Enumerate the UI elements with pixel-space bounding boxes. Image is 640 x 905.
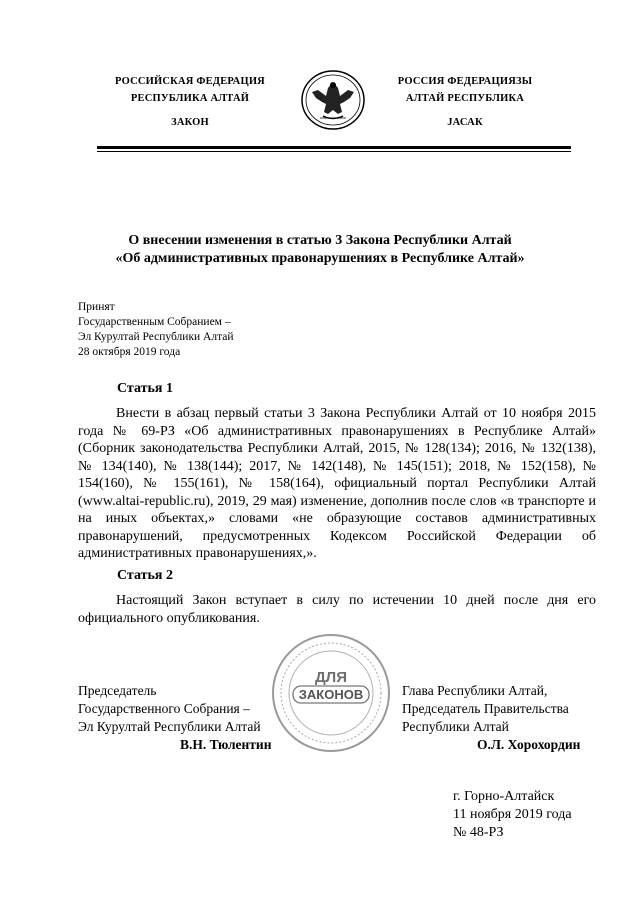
article2-heading: Статья 2: [117, 568, 173, 583]
article2-text: Настоящий Закон вступает в силу по истечении 10 дней после дня его официального опубликования.: [78, 593, 596, 626]
law-number: № 48-РЗ: [453, 825, 504, 840]
header-rule-thin: [97, 151, 571, 152]
header-right-doc-type: JАСАК: [447, 117, 483, 128]
adoption-line3: Эл Курултай Республики Алтай: [78, 331, 234, 343]
signer-left-line1: Председатель: [78, 683, 157, 698]
header-right-country: РОССИЯ ФЕДЕРАЦИЯЗЫ: [397, 76, 533, 87]
signer-right-name: О.Л. Хорохордин: [477, 737, 581, 752]
article1-heading: Статья 1: [117, 381, 173, 396]
signer-right-line3: Республики Алтай: [402, 719, 509, 734]
stamp-seal: [268, 630, 394, 756]
signer-left-line3: Эл Курултай Республики Алтай: [78, 719, 261, 734]
adoption-line2: Государственным Собранием –: [78, 316, 231, 328]
signer-right-line1: Глава Республики Алтай,: [402, 683, 548, 698]
stamp-text-line2: ЗАКОНОВ: [298, 687, 364, 702]
coat-of-arms-icon: [298, 68, 368, 132]
law-title-line2: «Об административных правонарушениях в Республике Алтай»: [115, 251, 525, 266]
sign-date: 11 ноября 2019 года: [453, 807, 572, 822]
header-left-country: РОССИЙСКАЯ ФЕДЕРАЦИЯ: [115, 76, 265, 87]
header-left-doc-type: ЗАКОН: [171, 117, 209, 128]
header-right-republic: АЛТАЙ РЕСПУБЛИКА: [405, 93, 525, 104]
article1-text: Внести в абзац первый статьи 3 Закона Республики Алтай от 10 ноября 2015 года № 69-РЗ «Об административных правонарушениях в Республике Алтай» (Сборник законодательства Республики Алтай, 2015, № 128(134); 2016, № 132(138), № 134(140), № 138(144); 2017, № 142(148), № 145(151); 2018, № 152(158), № 154(160), № 155(161), № 158(164), официальный портал Республики Алтай (www.altai-republic.ru), 2019, 29 мая) изменение, дополнив после слов «в транспорте и на иных объектах,» словами «не образующие составов административных правонарушений, предусмотренных Кодексом Российской Федерации об административных правонарушениях,».: [78, 406, 596, 561]
stamp-text-line1: ДЛЯ: [315, 669, 347, 686]
signer-left-line2: Государственного Собрания –: [78, 701, 250, 716]
adoption-date: 28 октября 2019 года: [78, 346, 181, 358]
adoption-line1: Принят: [78, 301, 115, 313]
law-title-line1: О внесении изменения в статью 3 Закона Республики Алтай: [128, 233, 512, 248]
signer-left-name: В.Н. Тюлентин: [180, 737, 272, 752]
header-left-republic: РЕСПУБЛИКА АЛТАЙ: [130, 93, 250, 104]
header-rule-thick: [97, 146, 571, 149]
city: г. Горно-Алтайск: [453, 789, 555, 804]
signer-right-line2: Председатель Правительства: [402, 701, 569, 716]
